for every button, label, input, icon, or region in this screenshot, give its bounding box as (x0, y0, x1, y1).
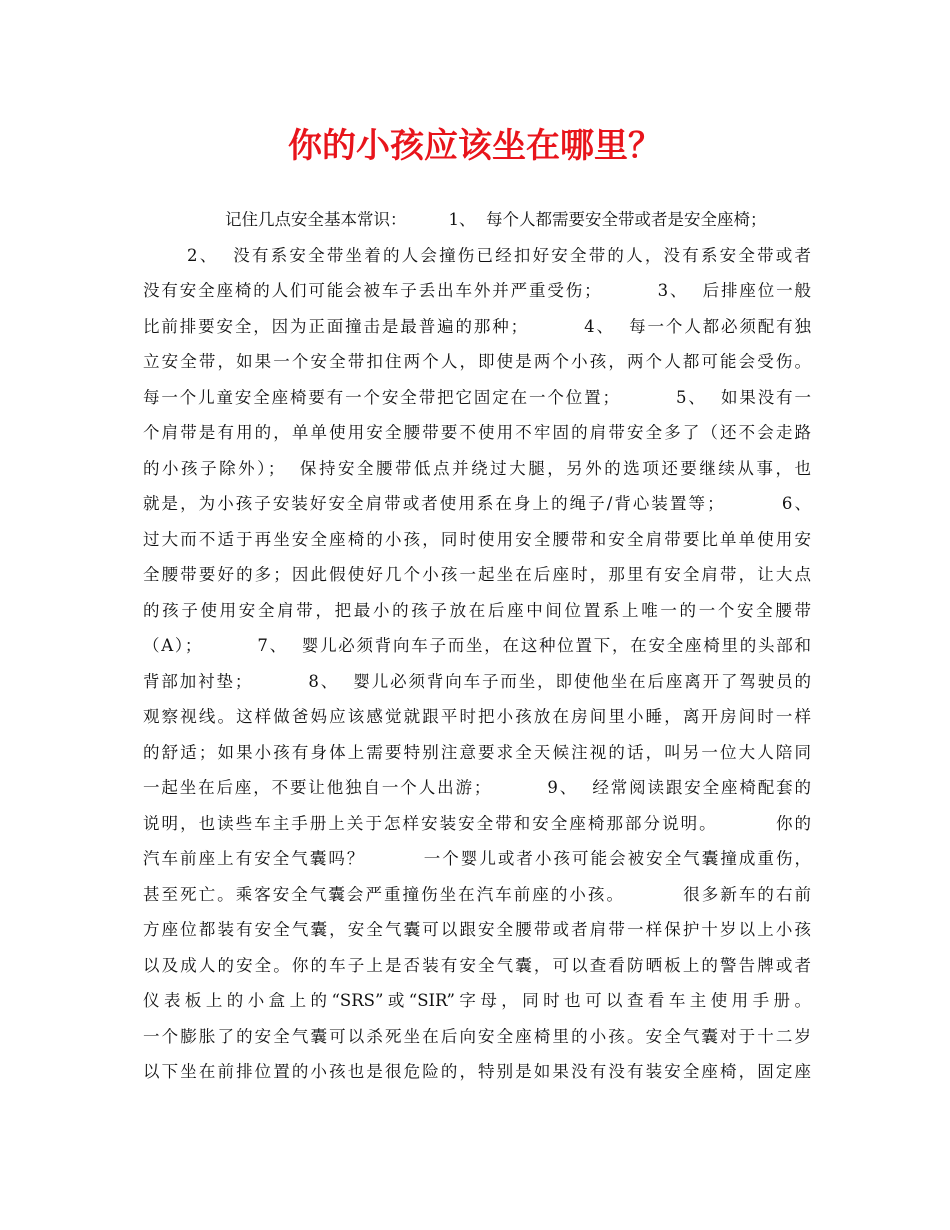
document-title: 你的小孩应该坐在哪里？ (288, 126, 662, 166)
body-line: 记住几点安全基本常识： 1、 每个人都需要安全带或者是安全座椅； (225, 210, 767, 229)
body-line: 仪表板上的小盒上的“SRS”或“SIR”字母，同时也可以查看车主使用手册。 (143, 991, 811, 1010)
body-line: 比前排要安全，因为正面撞击是最普遍的那种； 4、 每一个人都必须配有独 (143, 316, 811, 336)
body-line: 以下坐在前排位置的小孩也是很危险的，特别是如果没有没有装安全座椅，固定座 (143, 1062, 811, 1081)
body-line: 的小孩子除外）； 保持安全腰带低点并绕过大腿，另外的选项还要继续从事，也 (143, 458, 811, 478)
body-line: 就是，为小孩子安装好安全肩带或者使用系在身上的绳子/背心装置等； 6、 (143, 494, 811, 513)
body-line: 没有安全座椅的人们可能会被车子丢出车外并严重受伤； 3、 后排座位一般 (143, 281, 811, 300)
document-body (143, 202, 811, 1090)
body-line: 的舒适；如果小孩有身体上需要特别注意要求全天候注视的话，叫另一位大人陪同 (143, 742, 811, 762)
body-line: 个肩带是有用的，单单使用安全腰带要不使用不牢固的肩带安全多了（还不会走路 (143, 423, 811, 442)
body-line: 说明，也读些车主手册上关于怎样安装安全带和安全座椅那部分说明。 你的 (143, 813, 811, 833)
body-line: 一个膨胀了的安全气囊可以杀死坐在后向安全座椅里的小孩。安全气囊对于十二岁 (143, 1026, 811, 1046)
body-line: 全腰带要好的多；因此假使好几个小孩一起坐在后座时，那里有安全肩带，让大点 (143, 565, 811, 584)
body-line: 过大而不适于再坐安全座椅的小孩，同时使用安全腰带和安全肩带要比单单使用安 (143, 529, 811, 549)
body-line: 立安全带，如果一个安全带扣住两个人，即使是两个小孩，两个人都可能会受伤。 (143, 352, 811, 371)
body-line: 每一个儿童安全座椅要有一个安全带把它固定在一个位置； 5、 如果没有一 (143, 387, 811, 407)
body-line: 2、 没有系安全带坐着的人会撞伤已经扣好安全带的人，没有系安全带或者 (187, 245, 811, 265)
body-line: 汽车前座上有安全气囊吗？ 一个婴儿或者小孩可能会被安全气囊撞成重伤， (143, 849, 811, 868)
body-line: 的孩子使用安全肩带，把最小的孩子放在后座中间位置系上唯一的一个安全腰带 (143, 600, 811, 620)
body-line: 方座位都装有安全气囊，安全气囊可以跟安全腰带或者肩带一样保护十岁以上小孩 (143, 920, 811, 939)
body-line: 观察视线。这样做爸妈应该感觉就跟平时把小孩放在房间里小睡，离开房间时一样 (143, 707, 811, 726)
body-line: 一起坐在后座，不要让他独自一个人出游； 9、 经常阅读跟安全座椅配套的 (143, 778, 811, 797)
body-line: 甚至死亡。乘客安全气囊会严重撞伤坐在汽车前座的小孩。 很多新车的右前 (143, 884, 811, 904)
body-line: （A）； 7、 婴儿必须背向车子而坐，在这种位置下，在安全座椅里的头部和 (143, 636, 811, 655)
body-line: 背部加衬垫； 8、 婴儿必须背向车子而坐，即使他坐在后座离开了驾驶员的 (143, 671, 811, 691)
body-line: 以及成人的安全。你的车子上是否装有安全气囊，可以查看防晒板上的警告牌或者 (143, 955, 811, 975)
